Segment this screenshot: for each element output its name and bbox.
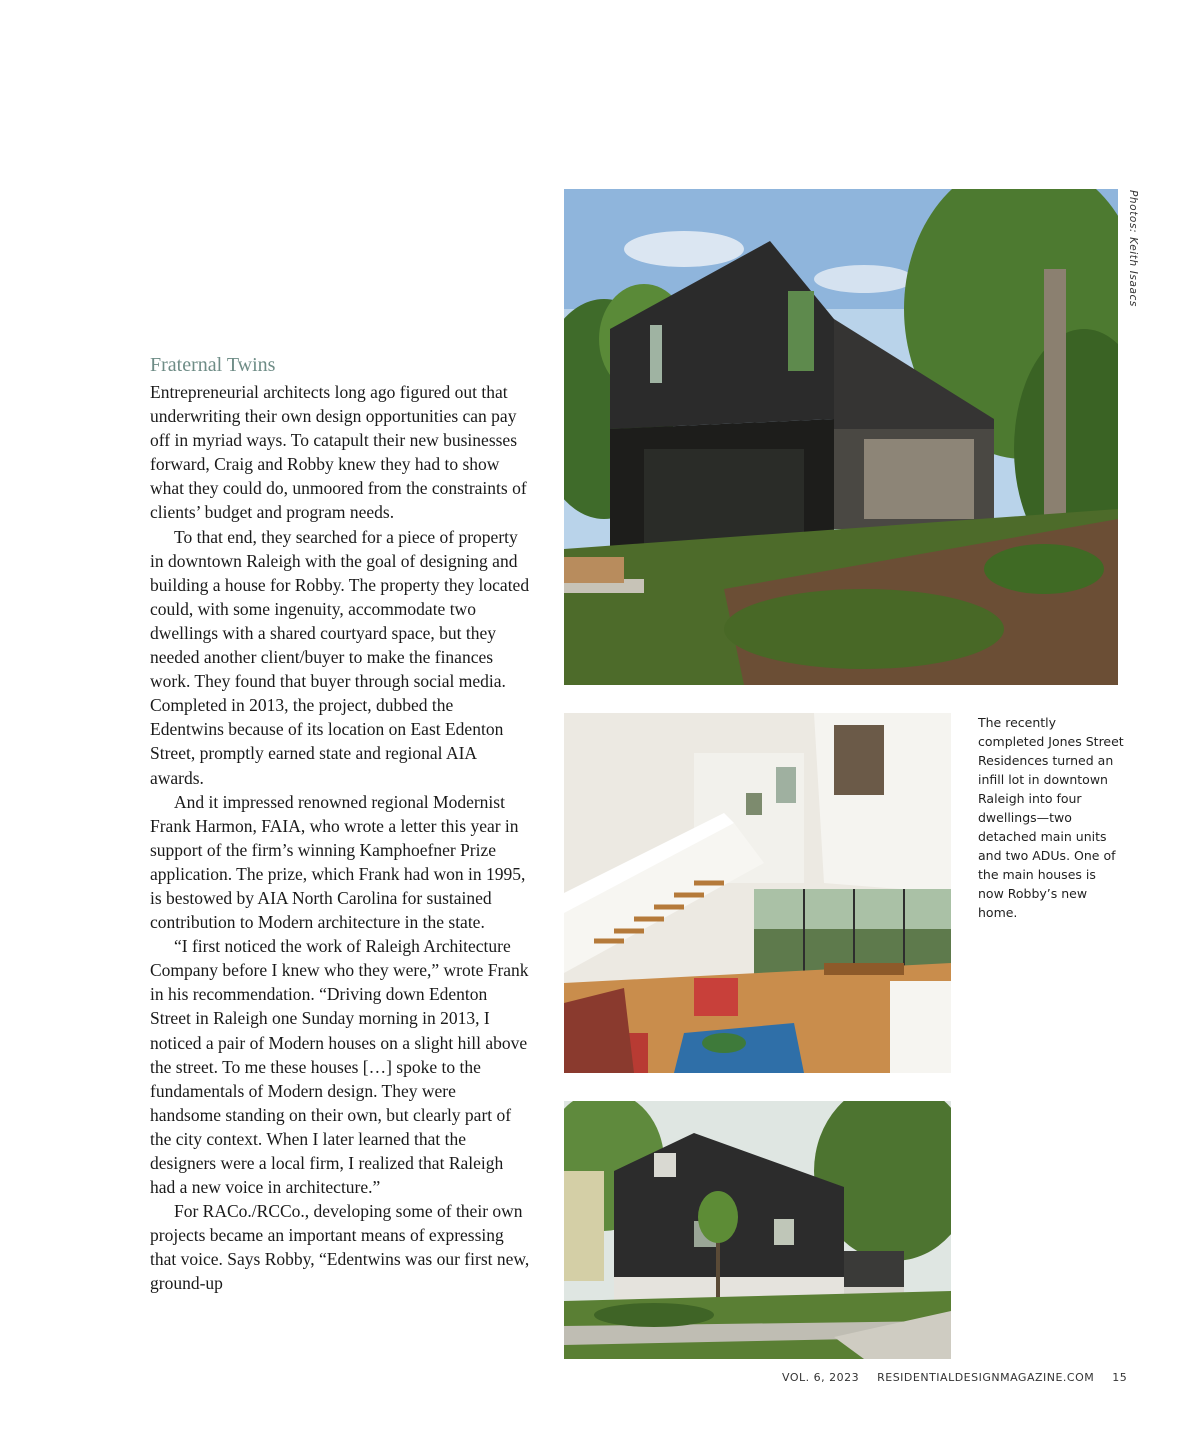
website-label: RESIDENTIALDESIGNMAGAZINE.COM	[877, 1371, 1095, 1384]
page-number: 15	[1112, 1371, 1128, 1384]
photo-credit: Photos: Keith Isaacs	[1127, 190, 1139, 307]
paragraph: “I first noticed the work of Raleigh Architecture Company before I knew who they were,” wrote Frank in his recommendation. “Driving down Edenton Street in Raleigh one Sunday morning in 2013, I noticed a pair of Modern houses on a slight hill above the street. To me these houses […] spoke to the fundamentals of Modern design. They were handsome standing on their own, but clearly part of the city context. When I later learned that the designers were a local firm, I realized that Raleigh had a new voice in architecture.”	[150, 936, 529, 1198]
paragraph: Entrepreneurial architects long ago figured out that underwriting their own design opportunities can pay off in myriad ways. To catapult their new businesses forward, Craig and Robby knew they had to show what they could do, unmoored from the constraints of clients’ budget and program needs.	[150, 382, 527, 523]
paragraph: And it impressed renowned regional Modernist Frank Harmon, FAIA, who wrote a letter this year in support of the firm’s winning Kamphoefner Prize application. The prize, which Frank had won in 1995, is bestowed by AIA North Carolina for sustained contribution to Modern architecture in the state.	[150, 791, 526, 933]
paragraph: To that end, they searched for a piece of property in downtown Raleigh with the goal of designing and building a house for Robby. The property they located could, with some ingenuity, accommodate two dwellings with a shared courtyard space, but they needed another client/buyer to make the finances work. They found that buyer through social media. Completed in 2013, the project, dubbed the Edentwins because of its location on East Edenton Street, promptly earned state and regional AIA awards.	[150, 526, 530, 788]
article-body	[150, 380, 530, 1296]
paragraph: For RACo./RCCo., developing some of their own projects became an important means of expressing that voice. Says Robby, “Edentwins was our first new, ground-up	[150, 1201, 530, 1294]
interior-photo	[564, 713, 951, 1073]
photo-caption: The recently completed Jones Street Residences turned an infill lot in downtown Raleigh into four dwellings—two detached main units and two ADUs. One of the main houses is now Robby’s new home.	[978, 715, 1124, 920]
exterior-photo-main	[564, 189, 1118, 685]
page-footer	[782, 1371, 1127, 1384]
volume-label: VOL. 6, 2023	[782, 1371, 860, 1384]
exterior-photo-street	[564, 1101, 951, 1359]
section-heading: Fraternal Twins	[150, 354, 276, 376]
